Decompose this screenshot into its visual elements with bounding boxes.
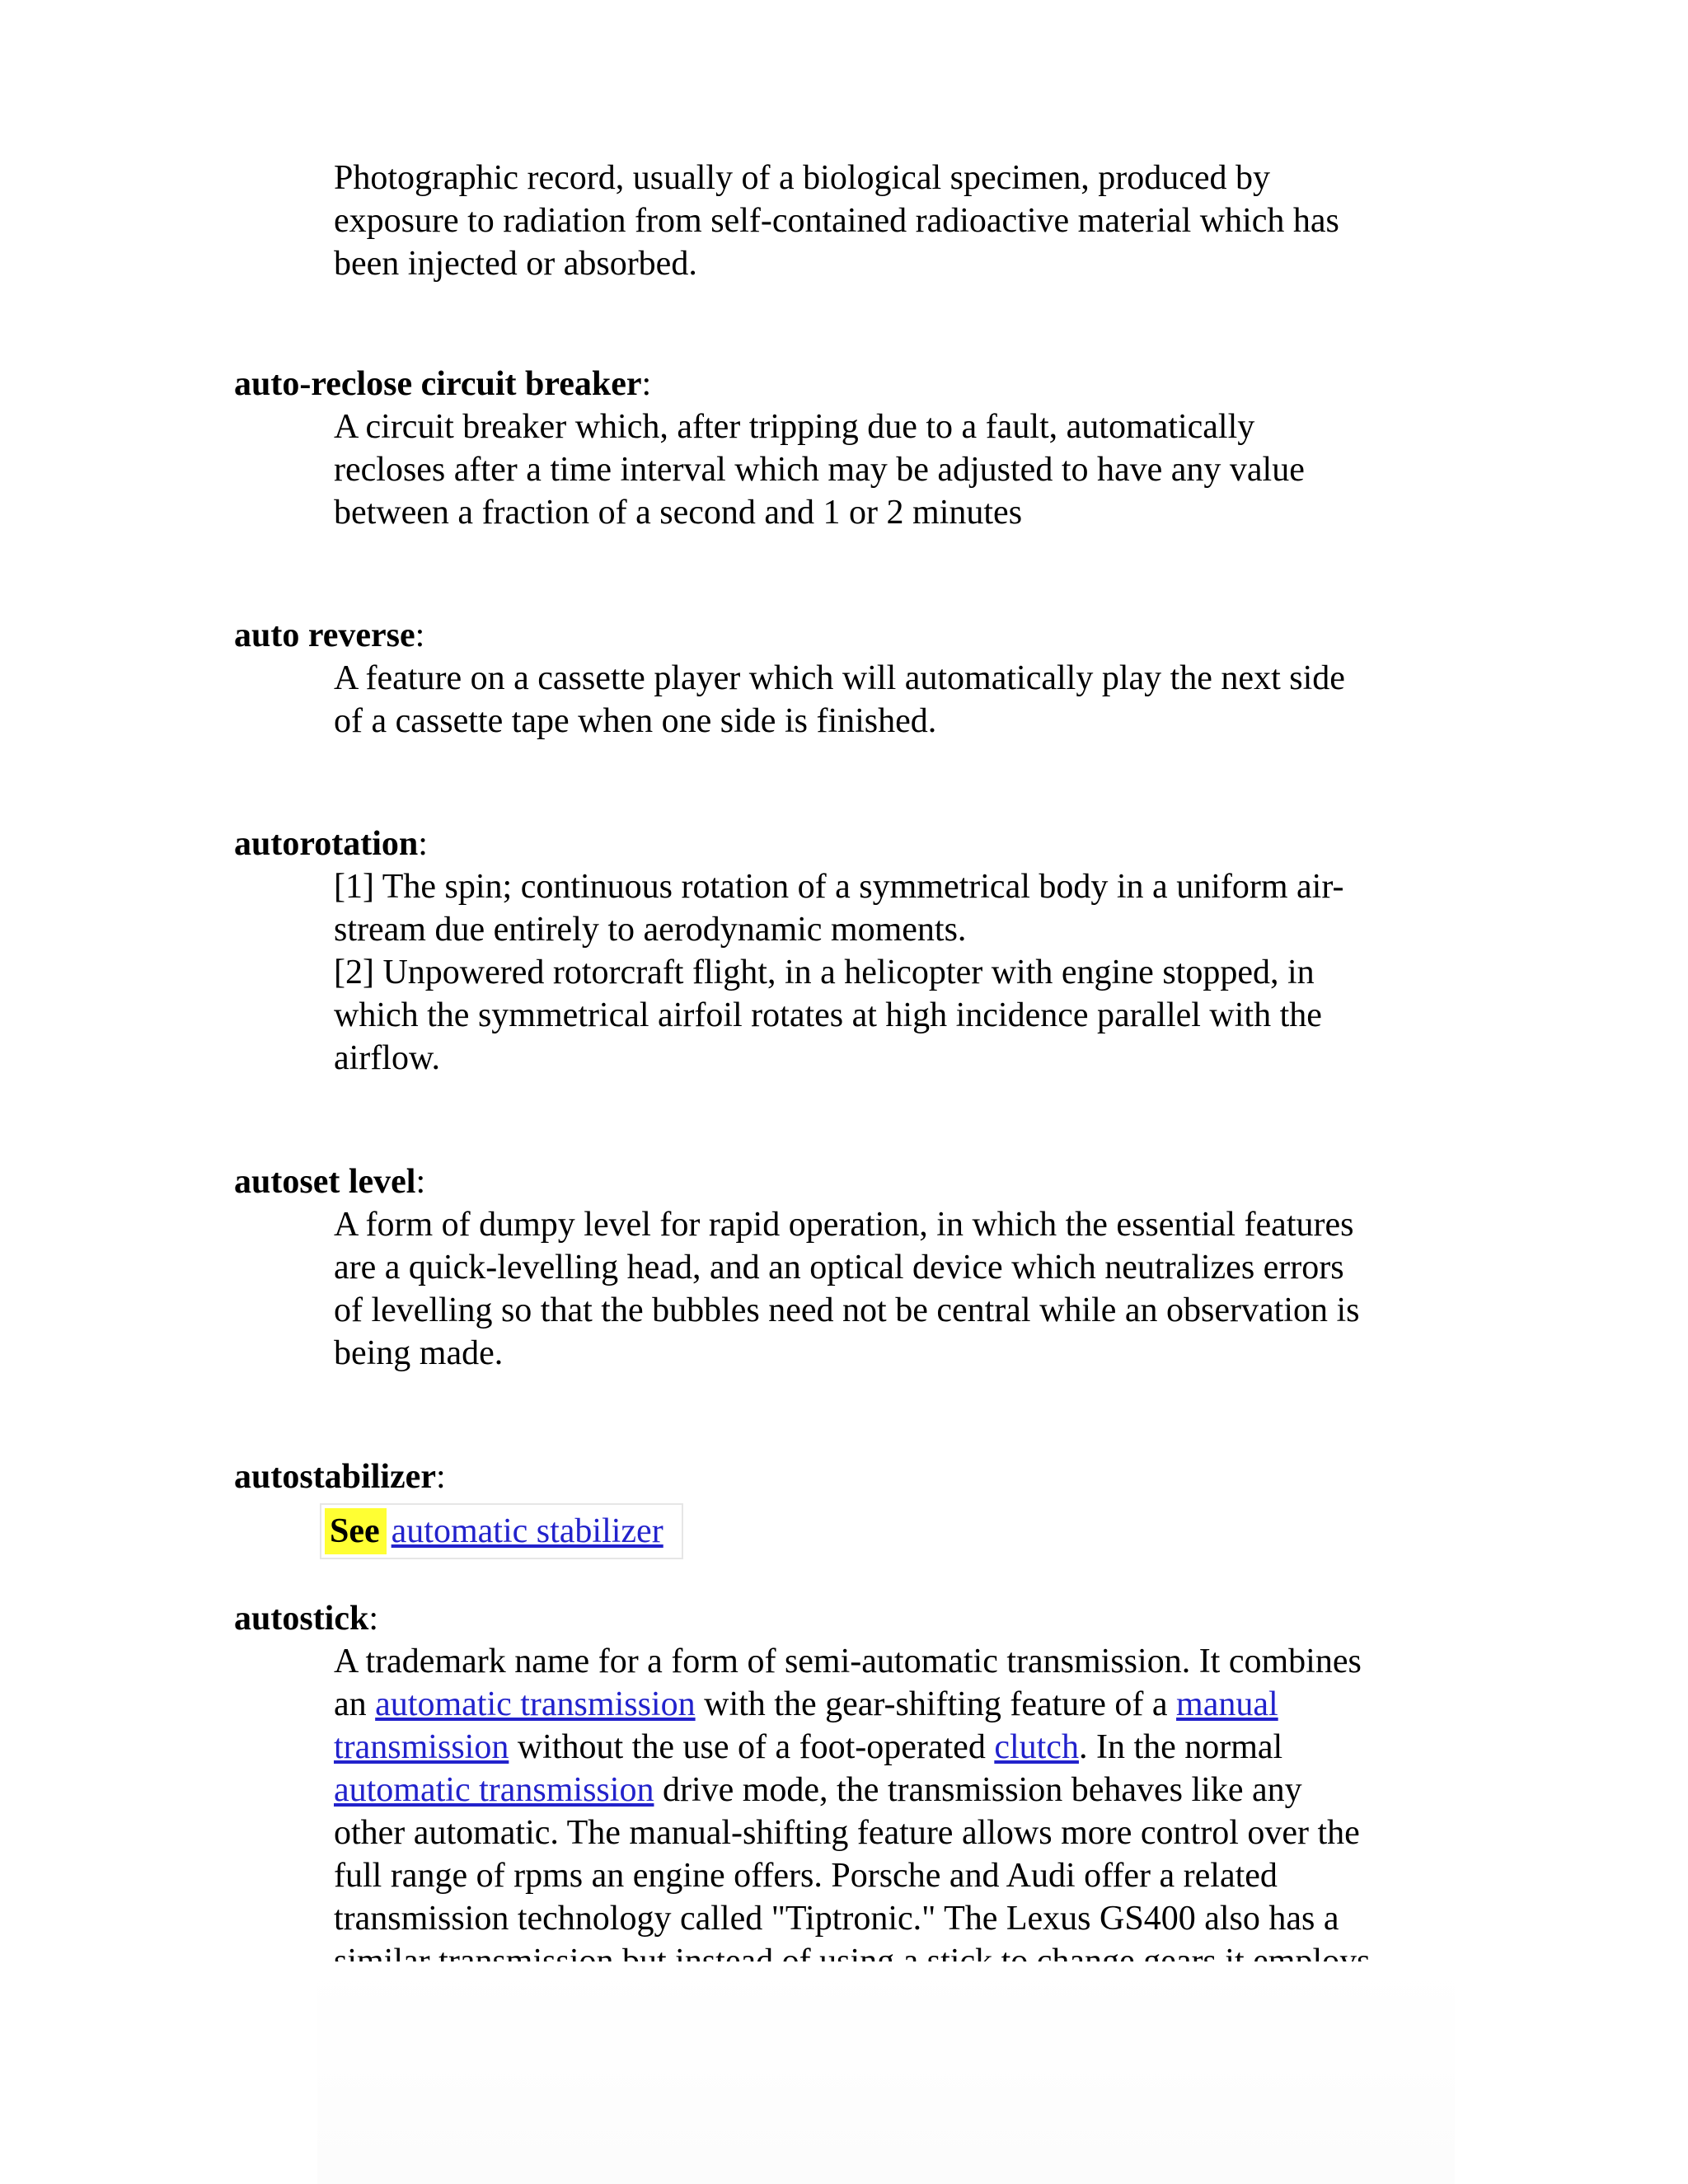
term-text: autorotation bbox=[234, 825, 419, 863]
definition-autostick bbox=[334, 1640, 1370, 1983]
page-shadow bbox=[317, 1961, 1455, 2184]
see-label: See bbox=[325, 1508, 387, 1554]
definition-line: recloses after a time interval which may be adjusted to have any value bbox=[334, 451, 1305, 489]
definition-line: been injected or absorbed. bbox=[334, 245, 697, 283]
definition-line: are a quick-levelling head, and an optical device which neutralizes errors bbox=[334, 1249, 1344, 1286]
definition-line: full range of rpms an engine offers. Porsche and Audi offer a related bbox=[334, 1857, 1278, 1895]
link-automatic-stabilizer[interactable]: automatic stabilizer bbox=[391, 1512, 663, 1550]
term-colon: : bbox=[641, 365, 652, 403]
definition-line: being made. bbox=[334, 1334, 504, 1372]
text-run: drive mode, the transmission behaves like any bbox=[654, 1771, 1302, 1809]
link-manual-transmission[interactable]: manual bbox=[1176, 1685, 1278, 1723]
definition-line bbox=[334, 1726, 1370, 1769]
link-automatic-transmission[interactable]: automatic transmission bbox=[375, 1685, 696, 1723]
see-also-box bbox=[320, 1503, 683, 1559]
definition-line: other automatic. The manual-shifting feature allows more control over the bbox=[334, 1814, 1360, 1852]
definition-line: which the symmetrical airfoil rotates at high incidence parallel with the bbox=[334, 996, 1322, 1034]
definition-auto-reverse bbox=[334, 657, 1345, 743]
definition-line bbox=[334, 1769, 1370, 1811]
definition-line: A trademark name for a form of semi-automatic transmission. It combines bbox=[334, 1643, 1362, 1680]
term-colon: : bbox=[418, 825, 428, 863]
definition-line bbox=[334, 1683, 1370, 1726]
definition-line: A feature on a cassette player which will automatically play the next side bbox=[334, 659, 1345, 697]
definition-autoset-level bbox=[334, 1203, 1360, 1375]
text-run: an bbox=[334, 1685, 376, 1723]
definition-line: transmission technology called "Tiptronic." The Lexus GS400 also has a bbox=[334, 1900, 1339, 1938]
text-run: . In the normal bbox=[1078, 1728, 1283, 1766]
definition-autorotation bbox=[334, 865, 1343, 1080]
definition-line: exposure to radiation from self-contained radioactive material which has bbox=[334, 202, 1339, 240]
term-auto-reverse bbox=[234, 614, 424, 657]
term-autoset-level bbox=[234, 1160, 425, 1203]
term-text: auto reverse bbox=[234, 616, 415, 654]
definition-line: A circuit breaker which, after tripping due to a fault, automatically bbox=[334, 408, 1255, 446]
definition-line: Photographic record, usually of a biological specimen, produced by bbox=[334, 159, 1271, 197]
term-text: autostabilizer bbox=[234, 1458, 436, 1496]
definition-line: [1] The spin; continuous rotation of a symmetrical body in a uniform air- bbox=[334, 868, 1344, 906]
text-run: without the use of a foot-operated bbox=[509, 1728, 995, 1766]
link-automatic-transmission-2[interactable]: automatic transmission bbox=[334, 1771, 654, 1809]
definition-radioautograph bbox=[334, 157, 1339, 285]
definition-line: stream due entirely to aerodynamic moments. bbox=[334, 911, 967, 949]
term-colon: : bbox=[435, 1458, 446, 1496]
definition-line: between a fraction of a second and 1 or 2 minutes bbox=[334, 494, 1023, 532]
term-autostick bbox=[234, 1597, 378, 1640]
term-colon: : bbox=[415, 616, 425, 654]
definition-line: of levelling so that the bubbles need not be central while an observation is bbox=[334, 1291, 1360, 1329]
term-autostabilizer bbox=[234, 1455, 446, 1498]
link-manual-transmission-cont[interactable]: transmission bbox=[334, 1728, 509, 1766]
definition-auto-reclose-circuit-breaker bbox=[334, 405, 1305, 534]
term-autorotation bbox=[234, 823, 428, 865]
definition-line: A form of dumpy level for rapid operation, in which the essential features bbox=[334, 1206, 1354, 1244]
text-run: with the gear-shifting feature of a bbox=[695, 1685, 1177, 1723]
term-text: autoset level bbox=[234, 1163, 416, 1201]
definition-line: [2] Unpowered rotorcraft flight, in a helicopter with engine stopped, in bbox=[334, 954, 1315, 991]
term-auto-reclose-circuit-breaker bbox=[234, 363, 651, 405]
term-colon: : bbox=[368, 1600, 379, 1638]
term-colon: : bbox=[415, 1163, 426, 1201]
link-clutch[interactable]: clutch bbox=[994, 1728, 1079, 1766]
definition-line: airflow. bbox=[334, 1039, 441, 1077]
term-text: auto-reclose circuit breaker bbox=[234, 365, 642, 403]
term-text: autostick bbox=[234, 1600, 369, 1638]
definition-line: of a cassette tape when one side is finished. bbox=[334, 702, 937, 740]
